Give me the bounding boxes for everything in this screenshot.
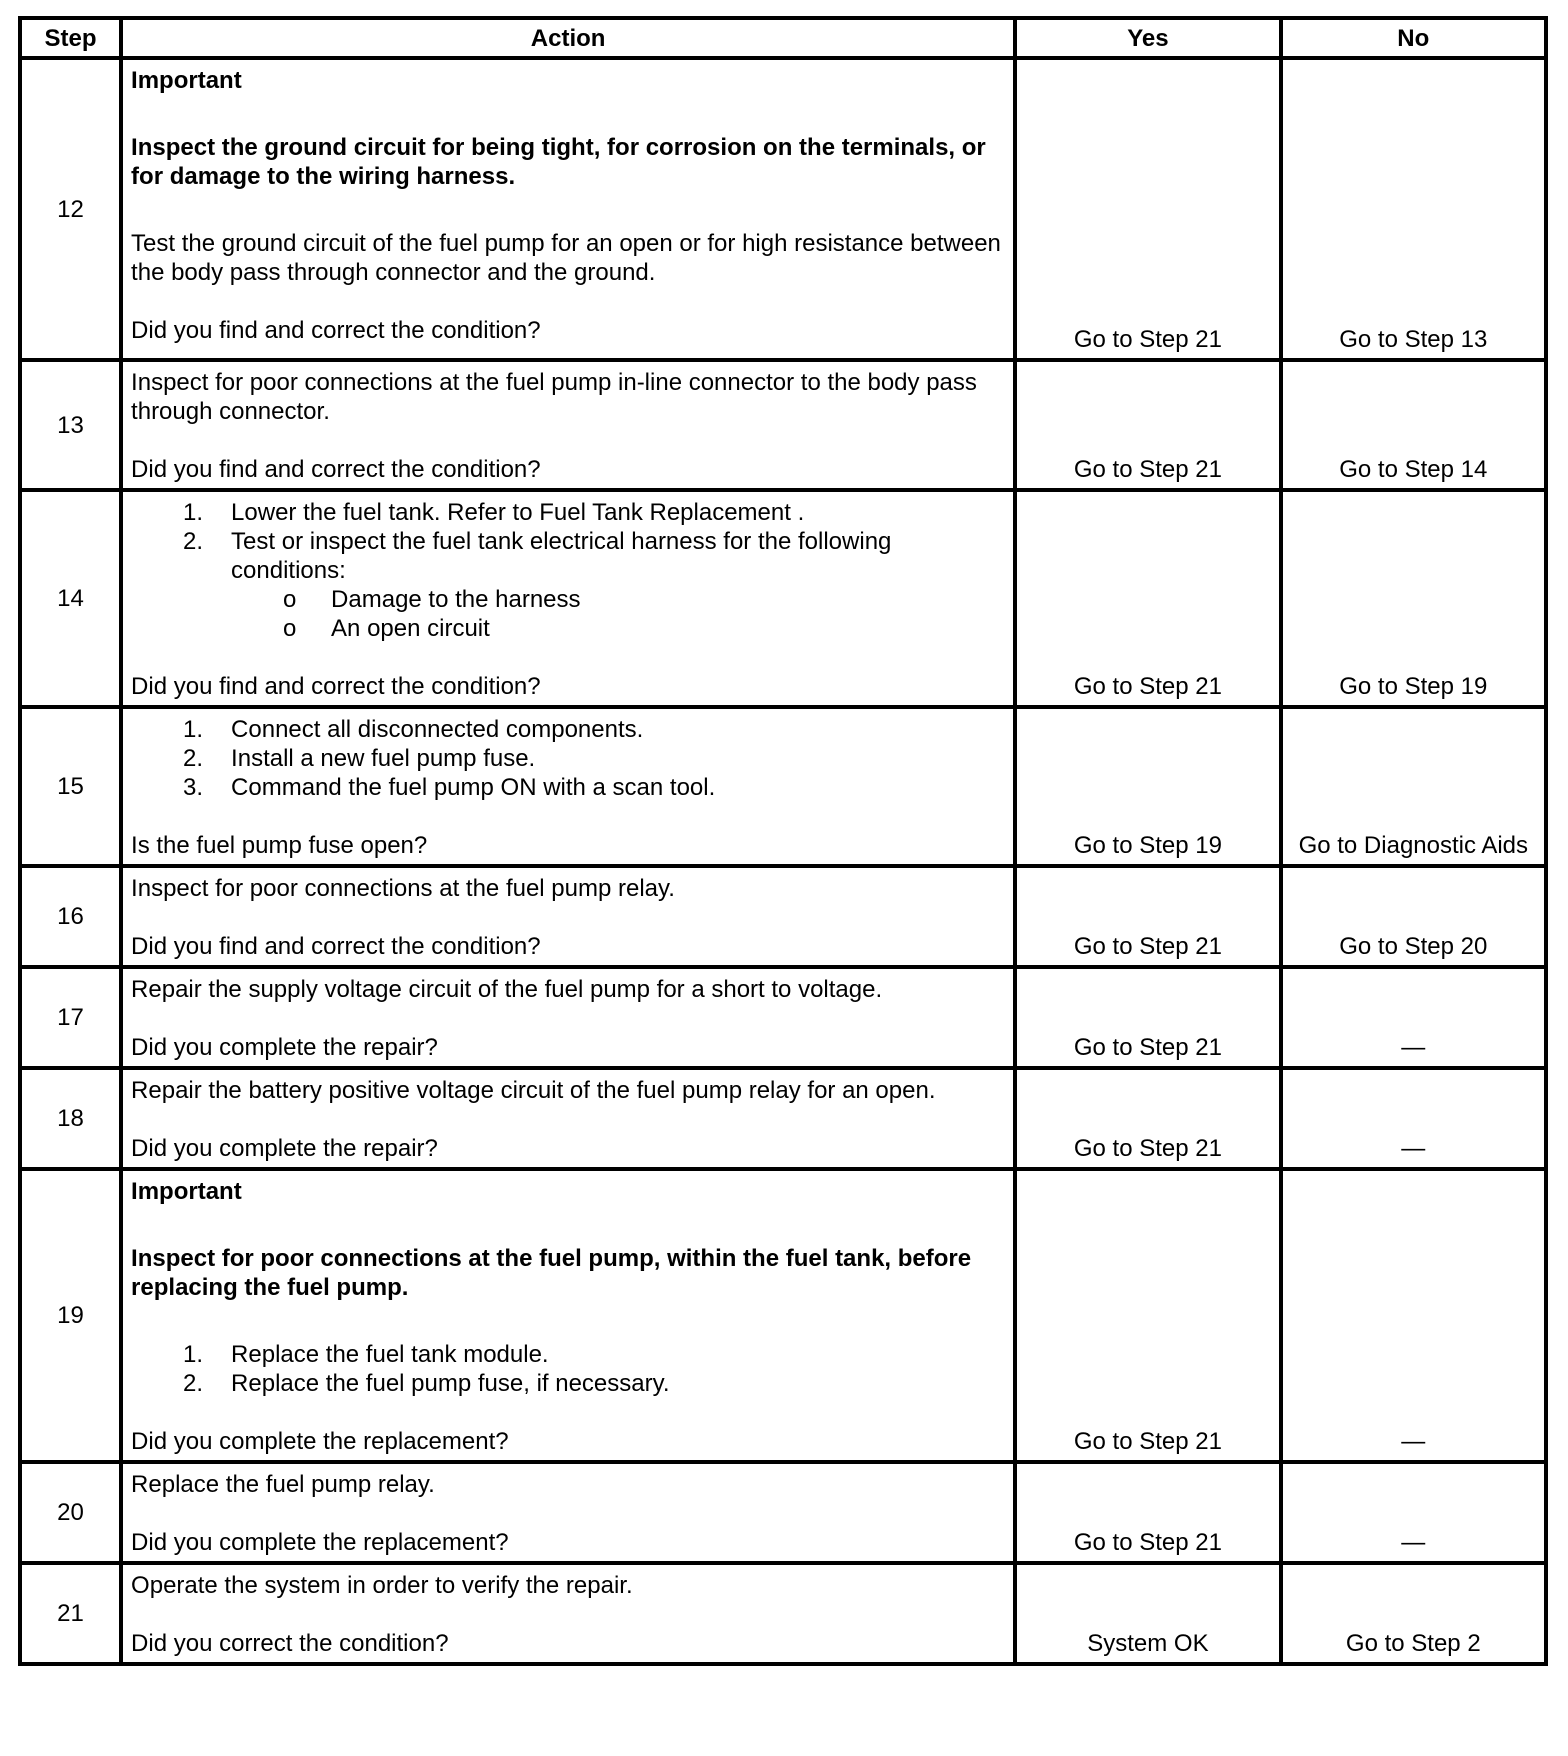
step-number: 21 [20,1563,121,1664]
header-action: Action [121,18,1015,58]
action-question: Did you complete the replacement? [131,1529,509,1556]
step-number: 12 [20,58,121,360]
yes-result: Go to Step 21 [1015,1169,1280,1462]
yes-result: Go to Step 21 [1015,1462,1280,1563]
diagnostic-page [18,16,1548,1666]
action-question: Did you find and correct the condition? [131,317,541,344]
step-number: 15 [20,707,121,866]
step-number: 16 [20,866,121,967]
list-item [131,1369,1005,1398]
list-text: Command the fuel pump ON with a scan tool. [231,774,716,801]
step-number: 20 [20,1462,121,1563]
list-item [131,744,1005,773]
action-question: Is the fuel pump fuse open? [131,832,428,859]
action-question: Did you complete the repair? [131,1135,438,1162]
action-cell [121,1462,1015,1563]
action-text: Test the ground circuit of the fuel pump for an open or for high resistance between the body pass through connector and the ground. [131,230,1001,286]
important-label: Important [131,67,242,94]
step-number: 14 [20,490,121,707]
step-number: 19 [20,1169,121,1462]
action-text: Repair the supply voltage circuit of the fuel pump for a short to voltage. [131,976,883,1003]
no-result: Go to Step 14 [1281,360,1546,490]
list-item [131,1340,1005,1369]
table-row-step-12 [20,58,1546,360]
table-header-row [20,18,1546,58]
diagnostic-table [18,16,1548,1666]
yes-result: Go to Step 21 [1015,490,1280,707]
list-number: 2. [183,1370,204,1397]
action-text: Operate the system in order to verify the repair. [131,1572,633,1599]
list-number: 1. [183,499,204,526]
action-cell [121,58,1015,360]
sub-text: Damage to the harness [331,586,581,613]
numbered-list [131,1340,1005,1398]
yes-result: Go to Step 19 [1015,707,1280,866]
action-cell [121,1169,1015,1462]
no-result: Go to Step 19 [1281,490,1546,707]
action-question: Did you correct the condition? [131,1630,449,1657]
list-item [131,773,1005,802]
list-text: Lower the fuel tank. Refer to Fuel Tank Replacement . [231,499,805,526]
important-text: Inspect the ground circuit for being tight, for corrosion on the terminals, or for damage to the wiring harness. [131,134,986,190]
action-cell [121,360,1015,490]
yes-result: Go to Step 21 [1015,360,1280,490]
sub-text: An open circuit [331,615,490,642]
action-text: Inspect for poor connections at the fuel pump relay. [131,875,675,902]
action-question: Did you find and correct the condition? [131,933,541,960]
step-number: 18 [20,1068,121,1169]
list-number: 2. [183,528,204,555]
header-yes: Yes [1015,18,1280,58]
important-label: Important [131,1178,242,1205]
action-question: Did you complete the repair? [131,1034,438,1061]
yes-result: Go to Step 21 [1015,866,1280,967]
sub-list-item [231,614,1005,643]
table-row-step-13 [20,360,1546,490]
action-cell [121,967,1015,1068]
table-row-step-14 [20,490,1546,707]
action-cell [121,866,1015,967]
table-row-step-19 [20,1169,1546,1462]
no-result: Go to Step 13 [1281,58,1546,360]
action-cell [121,490,1015,707]
action-question: Did you find and correct the condition? [131,673,541,700]
list-item [131,527,1005,643]
no-result: Go to Step 20 [1281,866,1546,967]
step-number: 17 [20,967,121,1068]
table-row-step-20 [20,1462,1546,1563]
sub-bullet: o [283,615,297,642]
no-result: Go to Step 2 [1281,1563,1546,1664]
numbered-list [131,498,1005,643]
numbered-list [131,715,1005,802]
action-text: Replace the fuel pump relay. [131,1471,435,1498]
table-row-step-16 [20,866,1546,967]
action-question: Did you complete the replacement? [131,1428,509,1455]
action-cell [121,1068,1015,1169]
list-text: Connect all disconnected components. [231,716,644,743]
no-result: Go to Diagnostic Aids [1281,707,1546,866]
action-question: Did you find and correct the condition? [131,456,541,483]
list-text: Test or inspect the fuel tank electrical harness for the following conditions: [231,528,892,584]
action-text: Inspect for poor connections at the fuel pump in-line connector to the body pass through connector. [131,369,977,425]
yes-result: System OK [1015,1563,1280,1664]
header-step: Step [20,18,121,58]
list-text: Replace the fuel tank module. [231,1341,549,1368]
table-row-step-18 [20,1068,1546,1169]
yes-result: Go to Step 21 [1015,58,1280,360]
list-number: 2. [183,745,204,772]
no-result: — [1281,1169,1546,1462]
list-text: Replace the fuel pump fuse, if necessary. [231,1370,670,1397]
important-text: Inspect for poor connections at the fuel pump, within the fuel tank, before replacing the fuel pump. [131,1245,972,1301]
step-number: 13 [20,360,121,490]
list-number: 1. [183,1341,204,1368]
table-row-step-17 [20,967,1546,1068]
sub-bullet: o [283,586,297,613]
sub-list [231,585,1005,643]
yes-result: Go to Step 21 [1015,967,1280,1068]
action-cell [121,707,1015,866]
sub-list-item [231,585,1005,614]
list-item [131,498,1005,527]
list-text: Install a new fuel pump fuse. [231,745,536,772]
action-cell [121,1563,1015,1664]
no-result: — [1281,1068,1546,1169]
list-number: 3. [183,774,204,801]
table-row-step-21 [20,1563,1546,1664]
no-result: — [1281,1462,1546,1563]
table-row-step-15 [20,707,1546,866]
list-item [131,715,1005,744]
action-text: Repair the battery positive voltage circuit of the fuel pump relay for an open. [131,1077,936,1104]
list-number: 1. [183,716,204,743]
yes-result: Go to Step 21 [1015,1068,1280,1169]
header-no: No [1281,18,1546,58]
no-result: — [1281,967,1546,1068]
